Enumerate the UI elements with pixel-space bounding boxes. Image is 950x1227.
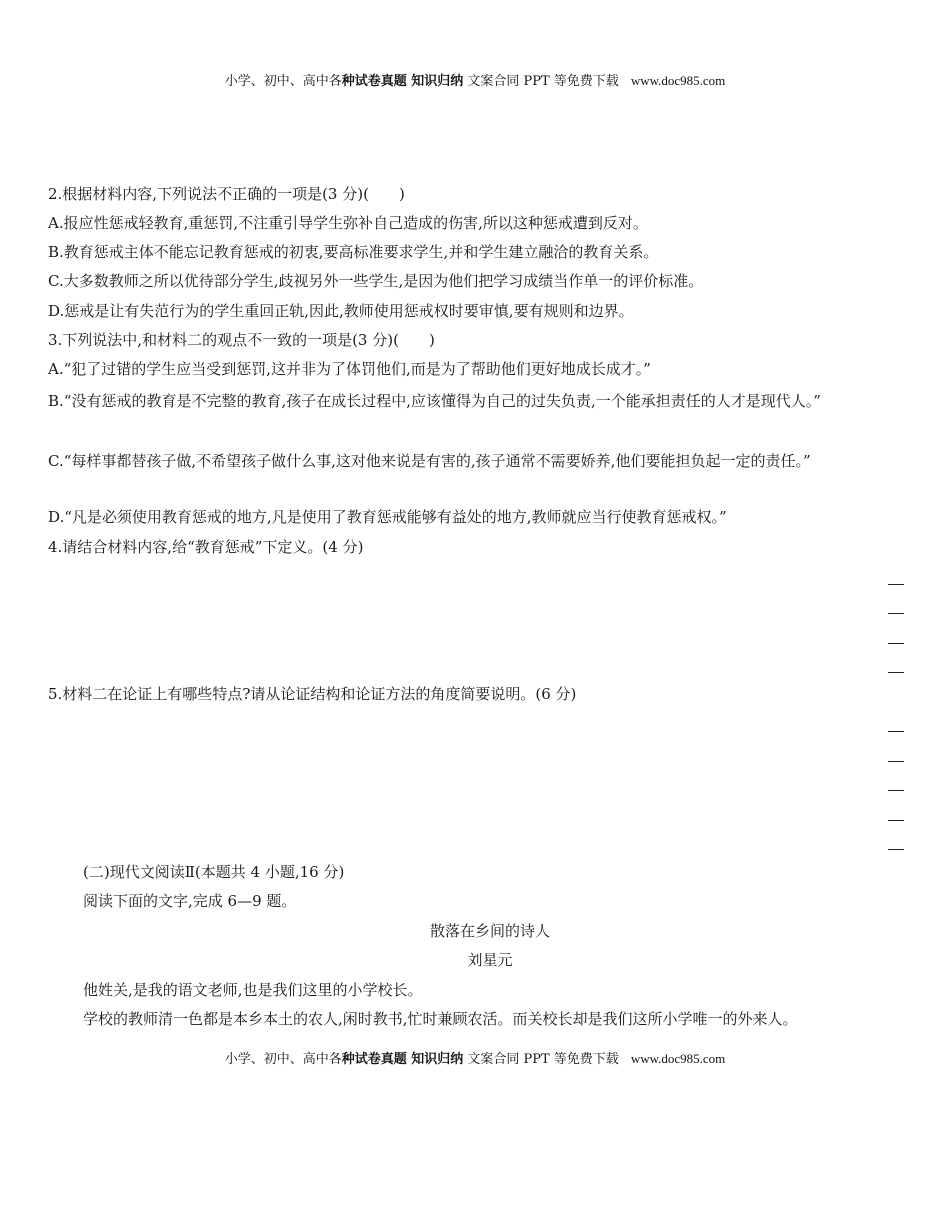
answer-line[interactable] bbox=[888, 672, 904, 673]
q3-option-d: D.“凡是必须使用教育惩戒的地方,凡是使用了教育惩戒能够有益处的地方,教师就应当行使教育惩戒权。” bbox=[48, 508, 727, 526]
q2-option-c: C.大多数教师之所以优待部分学生,歧视另外一些学生,是因为他们把学习成绩当作单一的评价标准。 bbox=[48, 272, 704, 290]
q5-stem: 5.材料二在论证上有哪些特点?请从论证结构和论证方法的角度简要说明。(6 分) bbox=[48, 685, 577, 703]
q4-stem: 4.请结合材料内容,给“教育惩戒”下定义。(4 分) bbox=[48, 538, 364, 556]
page-header: 小学、初中、高中各种试卷真题 知识归纳 文案合同 PPT 等免费下载 www.doc985.com bbox=[224, 73, 726, 89]
answer-line[interactable] bbox=[888, 761, 904, 762]
answer-line[interactable] bbox=[888, 731, 904, 732]
section-heading: (二)现代文阅读Ⅱ(本题共 4 小题,16 分) bbox=[83, 863, 345, 881]
header-url[interactable]: www.doc985.com bbox=[630, 73, 726, 88]
reading-instruction: 阅读下面的文字,完成 6—9 题。 bbox=[83, 892, 297, 910]
article-title: 散落在乡间的诗人 bbox=[429, 922, 550, 940]
answer-line[interactable] bbox=[888, 790, 904, 791]
answer-line[interactable] bbox=[888, 584, 904, 585]
page-footer: 小学、初中、高中各种试卷真题 知识归纳 文案合同 PPT 等免费下载 www.doc985.com bbox=[224, 1051, 726, 1067]
q3-option-b: B.“没有惩戒的教育是不完整的教育,孩子在成长过程中,应该懂得为自己的过失负责,一个能承担责任的人才是现代人。” bbox=[48, 392, 821, 410]
q2-option-d: D.惩戒是让有失范行为的学生重回正轨,因此,教师使用惩戒权时要审慎,要有规则和边界。 bbox=[48, 302, 634, 320]
q3-stem: 3.下列说法中,和材料二的观点不一致的一项是(3 分)( ) bbox=[48, 331, 435, 349]
q3-option-c: C.“每样事都替孩子做,不希望孩子做什么事,这对他来说是有害的,孩子通常不需要娇养,他们要能担负起一定的责任。” bbox=[48, 452, 811, 470]
article-paragraph: 他姓关,是我的语文老师,也是我们这里的小学校长。 bbox=[83, 981, 423, 999]
q2-stem: 2.根据材料内容,下列说法不正确的一项是(3 分)( ) bbox=[48, 185, 405, 203]
answer-line[interactable] bbox=[888, 643, 904, 644]
q2-option-b: B.教育惩戒主体不能忘记教育惩戒的初衷,要高标准要求学生,并和学生建立融洽的教育关系。 bbox=[48, 243, 659, 261]
answer-line[interactable] bbox=[888, 849, 904, 850]
footer-url[interactable]: www.doc985.com bbox=[630, 1051, 726, 1066]
article-author: 刘星元 bbox=[467, 951, 513, 969]
q3-option-a: A.“犯了过错的学生应当受到惩罚,这并非为了体罚他们,而是为了帮助他们更好地成长成才。” bbox=[48, 360, 651, 378]
article-paragraph: 学校的教师清一色都是本乡本土的农人,闲时教书,忙时兼顾农活。而关校长却是我们这所小学唯一的外来人。 bbox=[83, 1010, 798, 1028]
answer-line[interactable] bbox=[888, 820, 904, 821]
answer-line[interactable] bbox=[888, 613, 904, 614]
q2-option-a: A.报应性惩戒轻教育,重惩罚,不注重引导学生弥补自己造成的伤害,所以这种惩戒遭到反对。 bbox=[48, 214, 648, 232]
